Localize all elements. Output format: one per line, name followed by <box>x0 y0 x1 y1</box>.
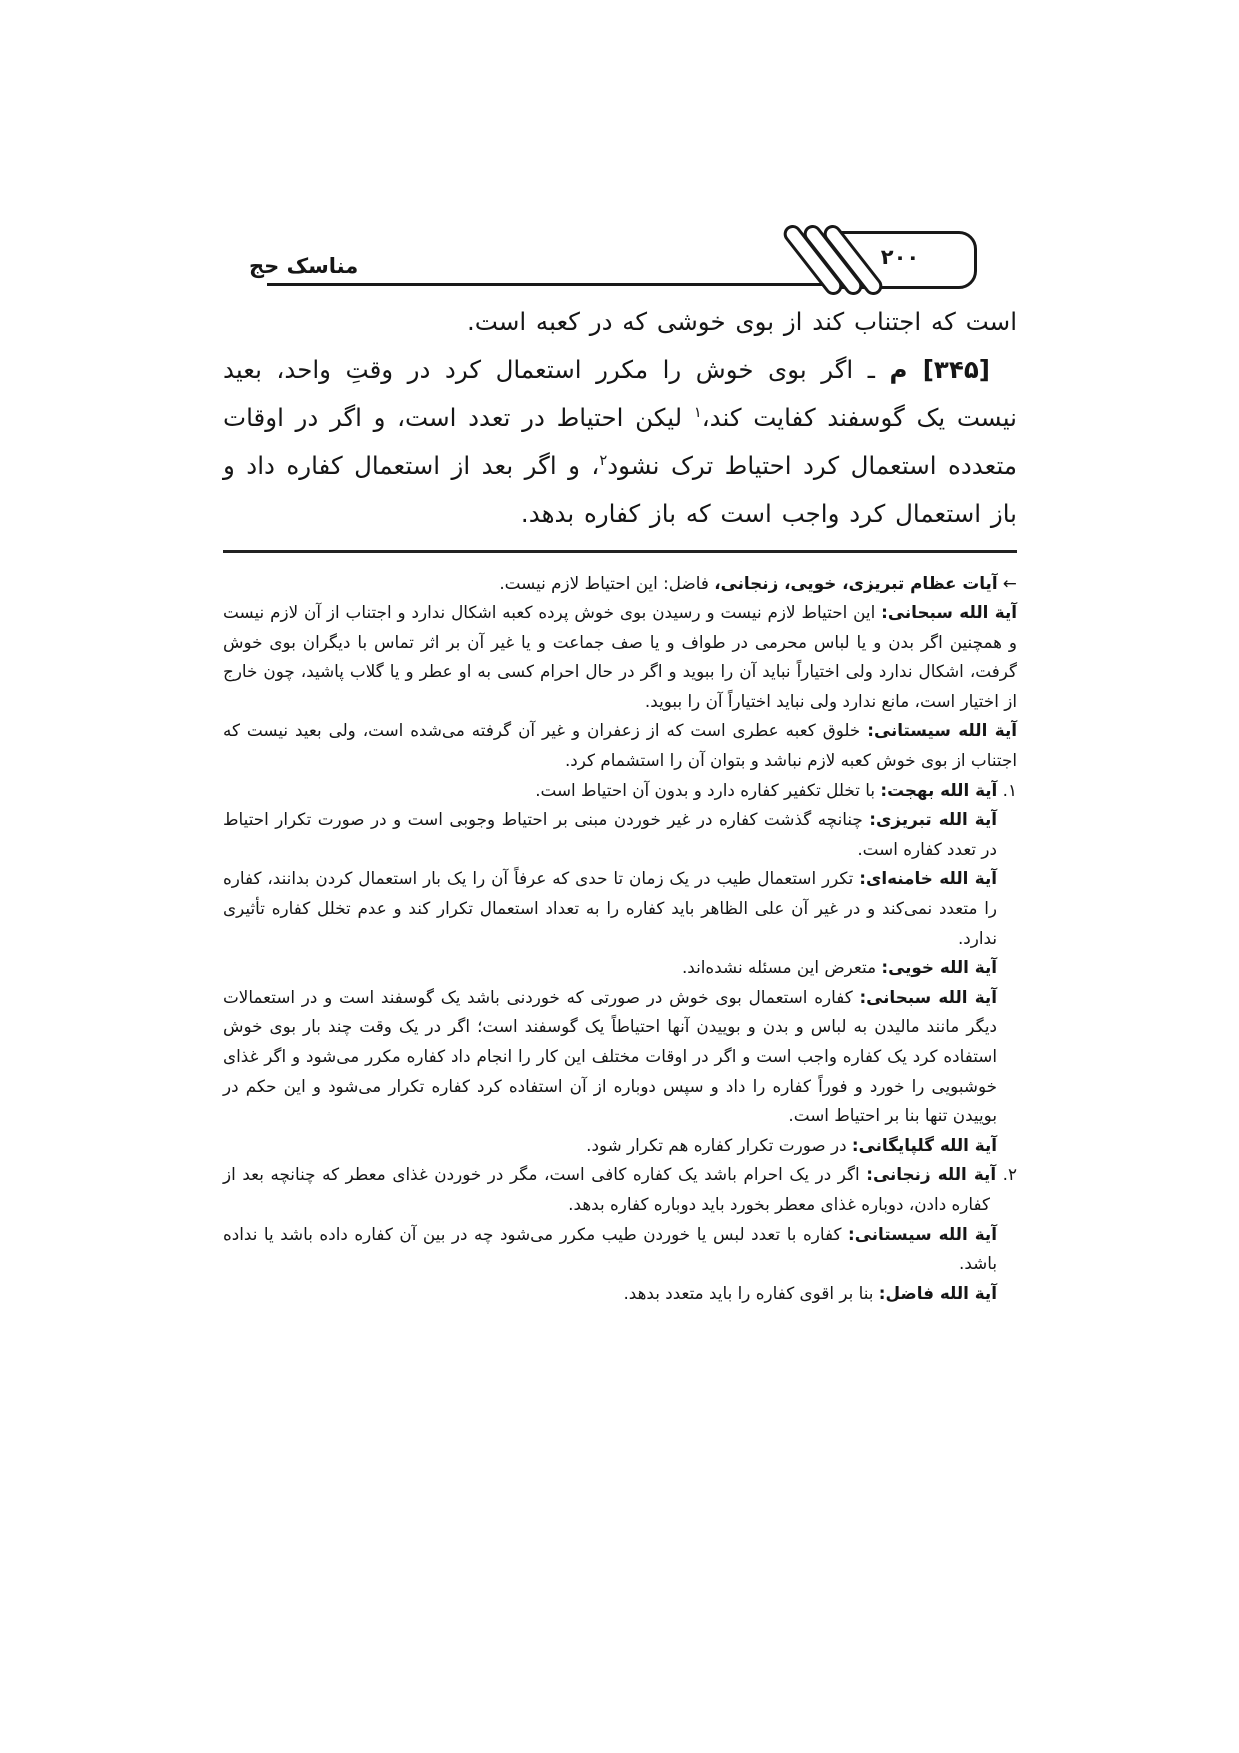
header-rule <box>267 283 867 286</box>
footnote-item <box>223 1131 1017 1161</box>
body-text: متعرض این مسئله نشده‌اند. <box>681 957 882 978</box>
body-text: این احتیاط لازم نیست و رسیدن بوی خوش پرده کعبه اشکال ندارد و اجتناب از آن لازم نیست و همچنین اگر بدن و یا لباس محرمی در طواف و یا صف جماعت و یا غیر آن بر اثر تماس با دیگران بوی خوش گرفت، اشکال ندارد ولی اختیاراً نباید آن را ببوید و اگر در حال احرام کسی به او عطر و یا گلاب پاشید، چون خارج از اختیار است، مانع ندارد ولی نباید اختیاراً آن را ببوید. <box>223 602 1017 711</box>
body-text: در صورت تکرار کفاره هم تکرار شود. <box>586 1134 852 1155</box>
body-text: تکرر استعمال طیب در یک زمان تا حدی که عرفاً آن را یک بار استعمال کردن بدانند، کفاره را متعدد نمی‌کند و در غیر آن علی الظاهر باید کفاره را به تعداد استعمال تکرار کند و عدم تخلل کفاره تأثیری ندارد. <box>223 868 997 948</box>
footnote-item <box>223 953 1017 983</box>
bold-text: آیة الله گلپایگانی: <box>851 1134 997 1155</box>
bold-text: آیة الله تبریزی: <box>869 809 998 830</box>
footnote-item <box>223 864 1017 953</box>
footnotes <box>223 569 1017 1309</box>
footnote-number-marker: ۱. <box>997 779 1017 800</box>
bold-text: آیة الله سبحانی: <box>881 602 1017 623</box>
footnote-number-marker: ۲. <box>996 1164 1018 1185</box>
body-text: چنانچه گذشت کفاره در غیر خوردن مبنی بر احتیاط وجوبی است و در صورت تکرار احتیاط در تعدد کفاره است. <box>223 809 997 859</box>
body-text: بنا بر اقوی کفاره را باید متعدد بدهد. <box>623 1282 879 1303</box>
footnote-item <box>223 569 1017 599</box>
body-text: خلوق کعبه عطری است که از زعفران و غیر آن گرفته می‌شده است، ولی بعید نیست که اجتناب از بوی خوش کعبه لازم نباشد و بتوان آن را استشمام کرد. <box>223 720 1017 771</box>
paragraph <box>223 298 1017 346</box>
body-text: با تخلل تکفیر کفاره دارد و بدون آن احتیاط است. <box>535 779 881 800</box>
footnote-item <box>223 598 1017 716</box>
main-text <box>223 298 1017 538</box>
bold-text: آیة الله فاضل: <box>878 1282 997 1303</box>
footnote-item <box>223 805 1017 864</box>
bold-text: آیة الله سیستانی: <box>867 720 1017 741</box>
bold-text: آیة الله زنجانی: <box>866 1164 997 1185</box>
bold-text: آیة الله سبحانی: <box>859 986 997 1007</box>
body-text: کفاره با تعدد لبس یا خوردن طیب مکرر می‌شود چه در بین آن کفاره داده باشد یا نداده باشد. <box>223 1223 997 1274</box>
running-title: مناسک حج <box>249 254 359 278</box>
bold-text: [۳۴۵] م <box>889 355 990 384</box>
bold-text: آیات عظام تبریزی، خویی، زنجانی، <box>714 572 998 593</box>
body-text: است که اجتناب کند از بوی خوشی که در کعبه است. <box>466 307 1017 336</box>
body-text: ـ اگر بوی خوش را مکرر استعمال کرد در وقتِ واحد، بعید نیست یک گوسفند کفایت کند، <box>223 355 1017 432</box>
footnote-arrow-marker: ← <box>997 572 1017 593</box>
page-header <box>223 228 1017 286</box>
footnote-reference: ۱ <box>693 403 702 421</box>
footnote-item <box>223 776 1017 806</box>
footnote-item <box>223 1279 1017 1309</box>
footnote-item <box>223 1220 1017 1279</box>
paragraph <box>223 346 1017 538</box>
body-text: اگر در یک احرام باشد یک کفاره کافی است، مگر در خوردن غذای معطر که چنانچه بعد از کفاره دادن، دوباره غذای معطر بخورد باید دوباره کفاره بدهد. <box>223 1164 990 1214</box>
footnote-item <box>223 1160 1017 1219</box>
bold-text: آیة الله خامنه‌ای: <box>859 868 997 889</box>
footnote-item <box>223 983 1017 1131</box>
footnote-reference: ۲ <box>599 451 608 469</box>
page-number: ۲۰۰ <box>880 245 920 269</box>
bold-text: آیة الله خویی: <box>881 957 997 978</box>
footnote-separator <box>223 550 1017 553</box>
footnote-item <box>223 716 1017 775</box>
body-text: کفاره استعمال بوی خوش در صورتی که خوردنی باشد یک گوسفند است و در استعمالات دیگر مانند مالیدن به لباس و بدن و بوییدن آنها احتیاطاً یک گوسفند است؛ اگر در یک وقت چند بار بوی خوش استفاده کرد یک کفاره واجب است و اگر در اوقات مختلف این کار را انجام داد کفاره مکرر می‌شود و اگر غذای خوشبویی را خورد و فوراً کفاره را داد و سپس دوباره از آن استفاده کرد کفاره تکرار می‌شود و این حکم در بوییدن تنها بنا بر احتیاط است. <box>223 986 997 1126</box>
body-text: ، و اگر بعد از استعمال کفاره داد و باز استعمال کرد واجب است که باز کفاره بدهد. <box>223 451 1017 528</box>
body-text: لیکن احتیاط در تعدد است، و اگر در اوقات متعدده استعمال کرد احتیاط ترک نشود <box>223 403 1017 480</box>
bold-text: آیة الله سیستانی: <box>848 1223 997 1244</box>
page-content <box>223 228 1017 1308</box>
page-number-badge <box>823 231 977 289</box>
bold-text: آیة الله بهجت: <box>880 779 998 800</box>
body-text: فاضل: این احتیاط لازم نیست. <box>499 572 715 593</box>
